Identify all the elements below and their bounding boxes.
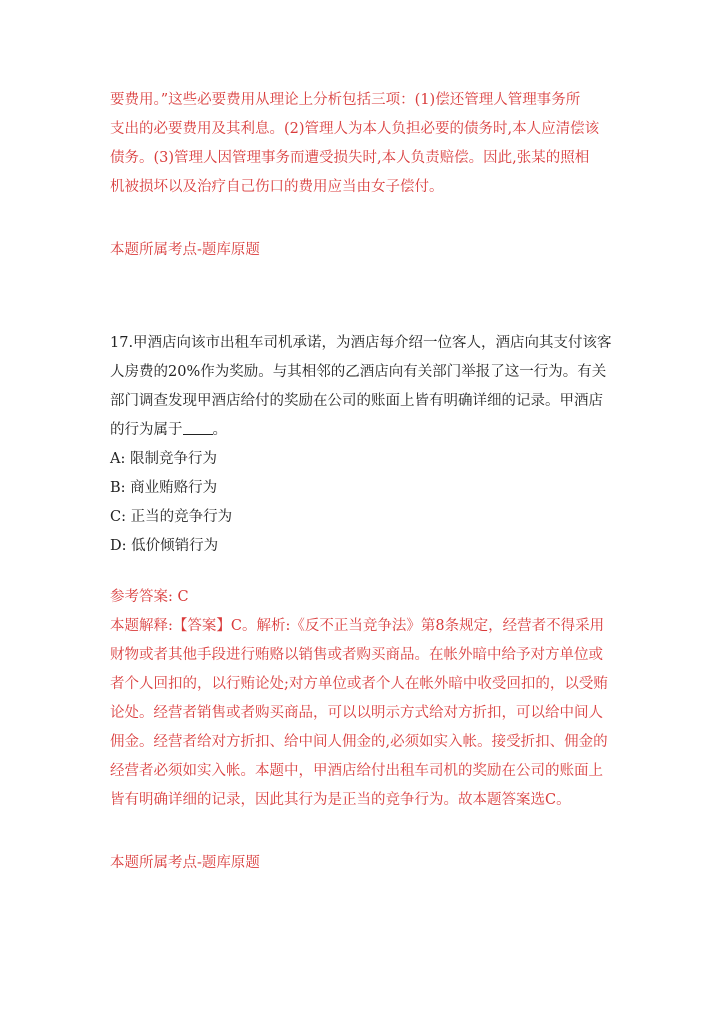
explanation-line: 佣金。经营者给对方折扣、给中间人佣金的,必须如实入帐。接受折扣、佣金的 [110, 734, 608, 750]
explanation-line: 机被损坏以及治疗自己伤口的费用应当由女子偿付。 [110, 179, 444, 195]
question-line-prefix: 的行为属于 [110, 422, 183, 438]
answer-block [110, 583, 620, 815]
question-line: 部门调查发现甲酒店给付的奖励在公司的账面上皆有明确详细的记录。甲酒店 [110, 393, 603, 409]
explanation-line: 支出的必要费用及其利息。(2)管理人为本人负担必要的债务时,本人应清偿该 [110, 121, 600, 137]
explanation-line: 论处。经营者销售或者购买商品，可以以明示方式给对方折扣，可以给中间人 [110, 705, 603, 721]
explanation-line: 者个人回扣的，以行贿论处;对方单位或者个人在帐外暗中收受回扣的，以受贿 [110, 676, 608, 692]
explanation-line: 债务。(3)管理人因管理事务而遭受损失时,本人负责赔偿。因此,张某的照相 [110, 150, 590, 166]
explanation-line: 皆有明确详细的记录，因此其行为是正当的竞争行为。故本题答案选C。 [110, 792, 571, 808]
explanation-line: 要费用。”这些必要费用从理论上分析包括三项：(1)偿还管理人管理事务所 [110, 92, 581, 108]
source-label: 本题所属考点-题库原题 [110, 855, 260, 871]
answer-blank [183, 420, 213, 435]
explanation-line: 经营者必须如实入帐。本题中，甲酒店给付出租车司机的奖励在公司的账面上 [110, 763, 603, 779]
option-d: D: 低价倾销行为 [110, 538, 219, 554]
reference-answer: 参考答案: C [110, 589, 189, 605]
option-a: A: 限制竞争行为 [110, 451, 217, 467]
explanation-line: 财物或者其他手段进行贿赂以销售或者购买商品。在帐外暗中给予对方单位或 [110, 647, 603, 663]
previous-source-label: 本题所属考点-题库原题 [110, 242, 260, 258]
option-c: C: 正当的竞争行为 [110, 509, 233, 525]
question-line-suffix: 。 [212, 422, 227, 438]
question-line: 17.甲酒店向该市出租车司机承诺，为酒店每介绍一位客人，酒店向其支付该客 [110, 335, 612, 351]
explanation-line: 本题解释:【答案】C。解析:《反不正当竞争法》第8条规定，经营者不得采用 [110, 618, 605, 634]
previous-explanation [110, 86, 620, 202]
document-page [110, 86, 620, 878]
option-b: B: 商业贿赂行为 [110, 480, 218, 496]
question-line-last [110, 416, 620, 445]
question-block [110, 329, 620, 561]
question-line: 人房费的20%作为奖励。与其相邻的乙酒店向有关部门举报了这一行为。有关 [110, 364, 607, 380]
